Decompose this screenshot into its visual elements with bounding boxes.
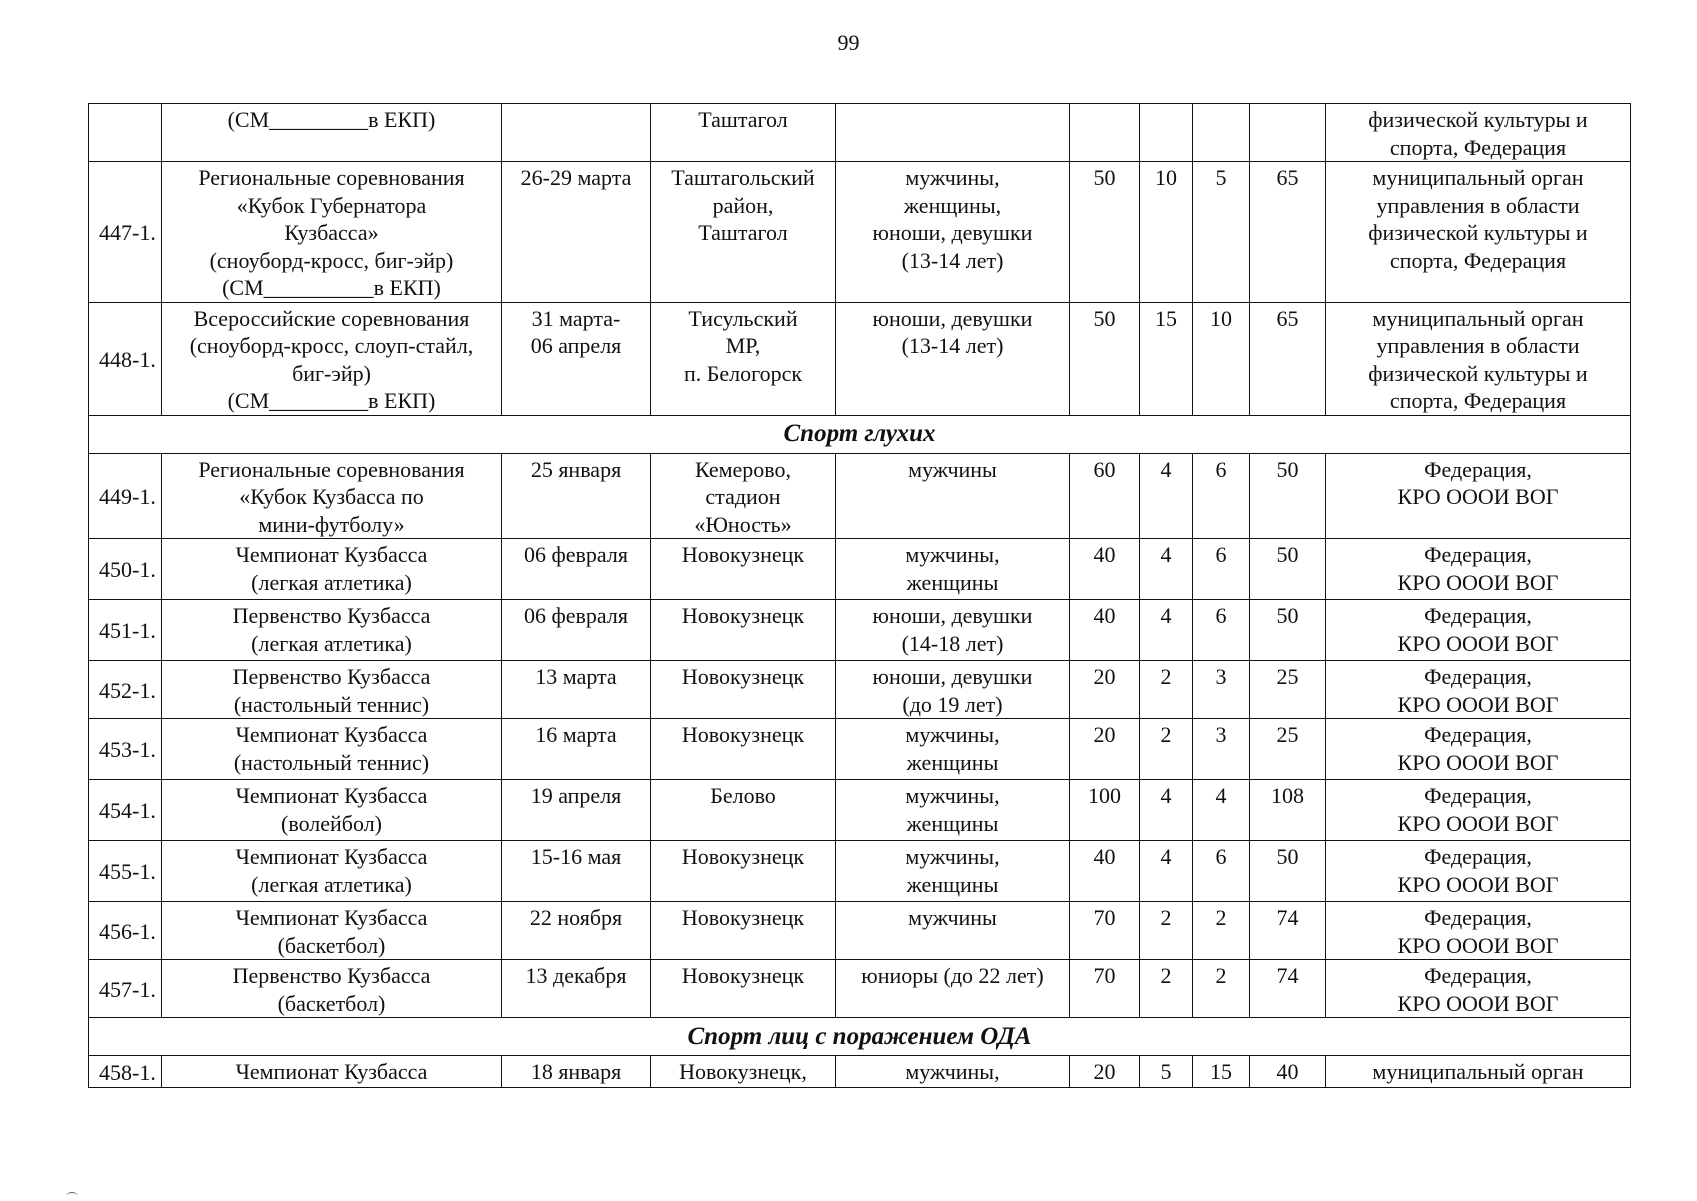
- event-place-cell: Новокузнецк: [651, 600, 836, 661]
- event-place-cell: Новокузнецк: [651, 539, 836, 600]
- count-1-cell: 50: [1070, 302, 1140, 415]
- participants-cell: мужчины, женщины, юноши, девушки (13-14 лет): [836, 162, 1070, 303]
- section-title: Спорт глухих: [89, 415, 1631, 453]
- total-cell: 74: [1250, 902, 1326, 960]
- table-row: [89, 1056, 1631, 1088]
- count-3-cell: 3: [1193, 661, 1250, 719]
- count-1-cell: 40: [1070, 841, 1140, 902]
- count-2-cell: 2: [1140, 960, 1193, 1018]
- participants-cell: мужчины, женщины: [836, 539, 1070, 600]
- event-place-cell: Тисульский МР, п. Белогорск: [651, 302, 836, 415]
- event-place-cell: Новокузнецк: [651, 902, 836, 960]
- event-date-cell: 15-16 мая: [502, 841, 651, 902]
- organizer-cell: Федерация, КРО ОООИ ВОГ: [1326, 841, 1631, 902]
- count-2-cell: 2: [1140, 719, 1193, 780]
- event-place-cell: Новокузнецк: [651, 960, 836, 1018]
- organizer-cell: Федерация, КРО ОООИ ВОГ: [1326, 902, 1631, 960]
- organizer-cell: муниципальный орган управления в области физической культуры и спорта, Федерация: [1326, 302, 1631, 415]
- event-place-cell: Таштагол: [651, 104, 836, 162]
- table-row: [89, 902, 1631, 960]
- count-3-cell: 2: [1193, 902, 1250, 960]
- row-number-cell: 450-1.: [89, 539, 162, 600]
- event-name-cell: Чемпионат Кузбасса (волейбол): [162, 780, 502, 841]
- organizer-cell: муниципальный орган управления в области физической культуры и спорта, Федерация: [1326, 162, 1631, 303]
- count-2-cell: 4: [1140, 780, 1193, 841]
- table-row: [89, 661, 1631, 719]
- table-row: [89, 104, 1631, 162]
- total-cell: [1250, 104, 1326, 162]
- participants-cell: мужчины: [836, 453, 1070, 539]
- count-1-cell: 20: [1070, 661, 1140, 719]
- event-name-cell: (СМ_________в ЕКП): [162, 104, 502, 162]
- organizer-cell: Федерация, КРО ОООИ ВОГ: [1326, 780, 1631, 841]
- count-1-cell: 20: [1070, 1056, 1140, 1088]
- count-3-cell: 6: [1193, 600, 1250, 661]
- organizer-cell: Федерация, КРО ОООИ ВОГ: [1326, 960, 1631, 1018]
- event-name-cell: Региональные соревнования «Кубок Кузбасса по мини-футболу»: [162, 453, 502, 539]
- page-number: 99: [837, 30, 860, 55]
- table-row: [89, 162, 1631, 303]
- participants-cell: мужчины, женщины: [836, 841, 1070, 902]
- organizer-cell: Федерация, КРО ОООИ ВОГ: [1326, 600, 1631, 661]
- section-title: Спорт лиц с поражением ОДА: [89, 1018, 1631, 1056]
- count-3-cell: 10: [1193, 302, 1250, 415]
- event-date-cell: 19 апреля: [502, 780, 651, 841]
- total-cell: 25: [1250, 719, 1326, 780]
- total-cell: 50: [1250, 600, 1326, 661]
- organizer-cell: Федерация, КРО ОООИ ВОГ: [1326, 539, 1631, 600]
- organizer-cell: Федерация, КРО ОООИ ВОГ: [1326, 719, 1631, 780]
- count-2-cell: 2: [1140, 902, 1193, 960]
- count-2-cell: [1140, 104, 1193, 162]
- count-1-cell: 20: [1070, 719, 1140, 780]
- section-row: [89, 415, 1631, 453]
- count-1-cell: 40: [1070, 600, 1140, 661]
- count-3-cell: 5: [1193, 162, 1250, 303]
- count-1-cell: 40: [1070, 539, 1140, 600]
- total-cell: 40: [1250, 1056, 1326, 1088]
- count-3-cell: 6: [1193, 841, 1250, 902]
- total-cell: 74: [1250, 960, 1326, 1018]
- participants-cell: юноши, девушки (до 19 лет): [836, 661, 1070, 719]
- event-name-cell: Чемпионат Кузбасса (легкая атлетика): [162, 539, 502, 600]
- count-1-cell: 50: [1070, 162, 1140, 303]
- event-date-cell: 18 января: [502, 1056, 651, 1088]
- event-date-cell: 25 января: [502, 453, 651, 539]
- event-date-cell: 06 февраля: [502, 539, 651, 600]
- count-3-cell: 6: [1193, 453, 1250, 539]
- event-place-cell: Новокузнецк: [651, 661, 836, 719]
- row-number-cell: 454-1.: [89, 780, 162, 841]
- count-2-cell: 4: [1140, 841, 1193, 902]
- section-row: [89, 1018, 1631, 1056]
- table-row: [89, 960, 1631, 1018]
- event-place-cell: Таштагольский район, Таштагол: [651, 162, 836, 303]
- table-row: [89, 302, 1631, 415]
- event-name-cell: Чемпионат Кузбасса (легкая атлетика): [162, 841, 502, 902]
- row-number-cell: 452-1.: [89, 661, 162, 719]
- count-1-cell: 60: [1070, 453, 1140, 539]
- count-1-cell: 70: [1070, 960, 1140, 1018]
- count-1-cell: 70: [1070, 902, 1140, 960]
- event-place-cell: Кемерово, стадион «Юность»: [651, 453, 836, 539]
- count-3-cell: [1193, 104, 1250, 162]
- count-3-cell: 6: [1193, 539, 1250, 600]
- event-name-cell: Чемпионат Кузбасса: [162, 1056, 502, 1088]
- participants-cell: юноши, девушки (13-14 лет): [836, 302, 1070, 415]
- organizer-cell: Федерация, КРО ОООИ ВОГ: [1326, 661, 1631, 719]
- row-number-cell: 455-1.: [89, 841, 162, 902]
- participants-cell: мужчины,: [836, 1056, 1070, 1088]
- event-date-cell: 22 ноября: [502, 902, 651, 960]
- participants-cell: мужчины, женщины: [836, 780, 1070, 841]
- organizer-cell: Федерация, КРО ОООИ ВОГ: [1326, 453, 1631, 539]
- table-row: [89, 600, 1631, 661]
- count-2-cell: 5: [1140, 1056, 1193, 1088]
- event-date-cell: 31 марта- 06 апреля: [502, 302, 651, 415]
- event-place-cell: Белово: [651, 780, 836, 841]
- event-name-cell: Чемпионат Кузбасса (баскетбол): [162, 902, 502, 960]
- event-date-cell: 13 декабря: [502, 960, 651, 1018]
- total-cell: 108: [1250, 780, 1326, 841]
- row-number-cell: [89, 104, 162, 162]
- event-date-cell: 26-29 марта: [502, 162, 651, 303]
- participants-cell: мужчины: [836, 902, 1070, 960]
- event-date-cell: 16 марта: [502, 719, 651, 780]
- participants-cell: [836, 104, 1070, 162]
- organizer-cell: муниципальный орган: [1326, 1056, 1631, 1088]
- count-2-cell: 10: [1140, 162, 1193, 303]
- table-row: [89, 841, 1631, 902]
- event-place-cell: Новокузнецк: [651, 719, 836, 780]
- participants-cell: мужчины, женщины: [836, 719, 1070, 780]
- row-number-cell: 449-1.: [89, 453, 162, 539]
- count-2-cell: 4: [1140, 600, 1193, 661]
- event-place-cell: Новокузнецк: [651, 841, 836, 902]
- count-3-cell: 2: [1193, 960, 1250, 1018]
- count-1-cell: 100: [1070, 780, 1140, 841]
- total-cell: 50: [1250, 841, 1326, 902]
- count-1-cell: [1070, 104, 1140, 162]
- table-row: [89, 539, 1631, 600]
- table-row: [89, 719, 1631, 780]
- event-date-cell: [502, 104, 651, 162]
- table-row: [89, 453, 1631, 539]
- row-number-cell: 456-1.: [89, 902, 162, 960]
- row-number-cell: 457-1.: [89, 960, 162, 1018]
- event-date-cell: 06 февраля: [502, 600, 651, 661]
- event-name-cell: Региональные соревнования «Кубок Губернатора Кузбасса» (сноуборд-кросс, биг-эйр) (СМ__________в ЕКП): [162, 162, 502, 303]
- event-name-cell: Чемпионат Кузбасса (настольный теннис): [162, 719, 502, 780]
- event-name-cell: Первенство Кузбасса (настольный теннис): [162, 661, 502, 719]
- organizer-cell: физической культуры и спорта, Федерация: [1326, 104, 1631, 162]
- total-cell: 25: [1250, 661, 1326, 719]
- event-place-cell: Новокузнецк,: [651, 1056, 836, 1088]
- row-number-cell: 447-1.: [89, 162, 162, 303]
- row-number-cell: 448-1.: [89, 302, 162, 415]
- participants-cell: юноши, девушки (14-18 лет): [836, 600, 1070, 661]
- count-3-cell: 4: [1193, 780, 1250, 841]
- row-number-cell: 453-1.: [89, 719, 162, 780]
- count-2-cell: 4: [1140, 539, 1193, 600]
- count-2-cell: 4: [1140, 453, 1193, 539]
- event-name-cell: Первенство Кузбасса (легкая атлетика): [162, 600, 502, 661]
- count-3-cell: 15: [1193, 1056, 1250, 1088]
- total-cell: 65: [1250, 302, 1326, 415]
- count-2-cell: 15: [1140, 302, 1193, 415]
- events-table: [88, 103, 1631, 1088]
- table-row: [89, 780, 1631, 841]
- total-cell: 50: [1250, 453, 1326, 539]
- total-cell: 65: [1250, 162, 1326, 303]
- event-name-cell: Первенство Кузбасса (баскетбол): [162, 960, 502, 1018]
- row-number-cell: 451-1.: [89, 600, 162, 661]
- count-2-cell: 2: [1140, 661, 1193, 719]
- participants-cell: юниоры (до 22 лет): [836, 960, 1070, 1018]
- count-3-cell: 3: [1193, 719, 1250, 780]
- event-date-cell: 13 марта: [502, 661, 651, 719]
- total-cell: 50: [1250, 539, 1326, 600]
- row-number-cell: 458-1.: [89, 1056, 162, 1088]
- event-name-cell: Всероссийские соревнования (сноуборд-кросс, слоуп-стайл, биг-эйр) (СМ_________в ЕКП): [162, 302, 502, 415]
